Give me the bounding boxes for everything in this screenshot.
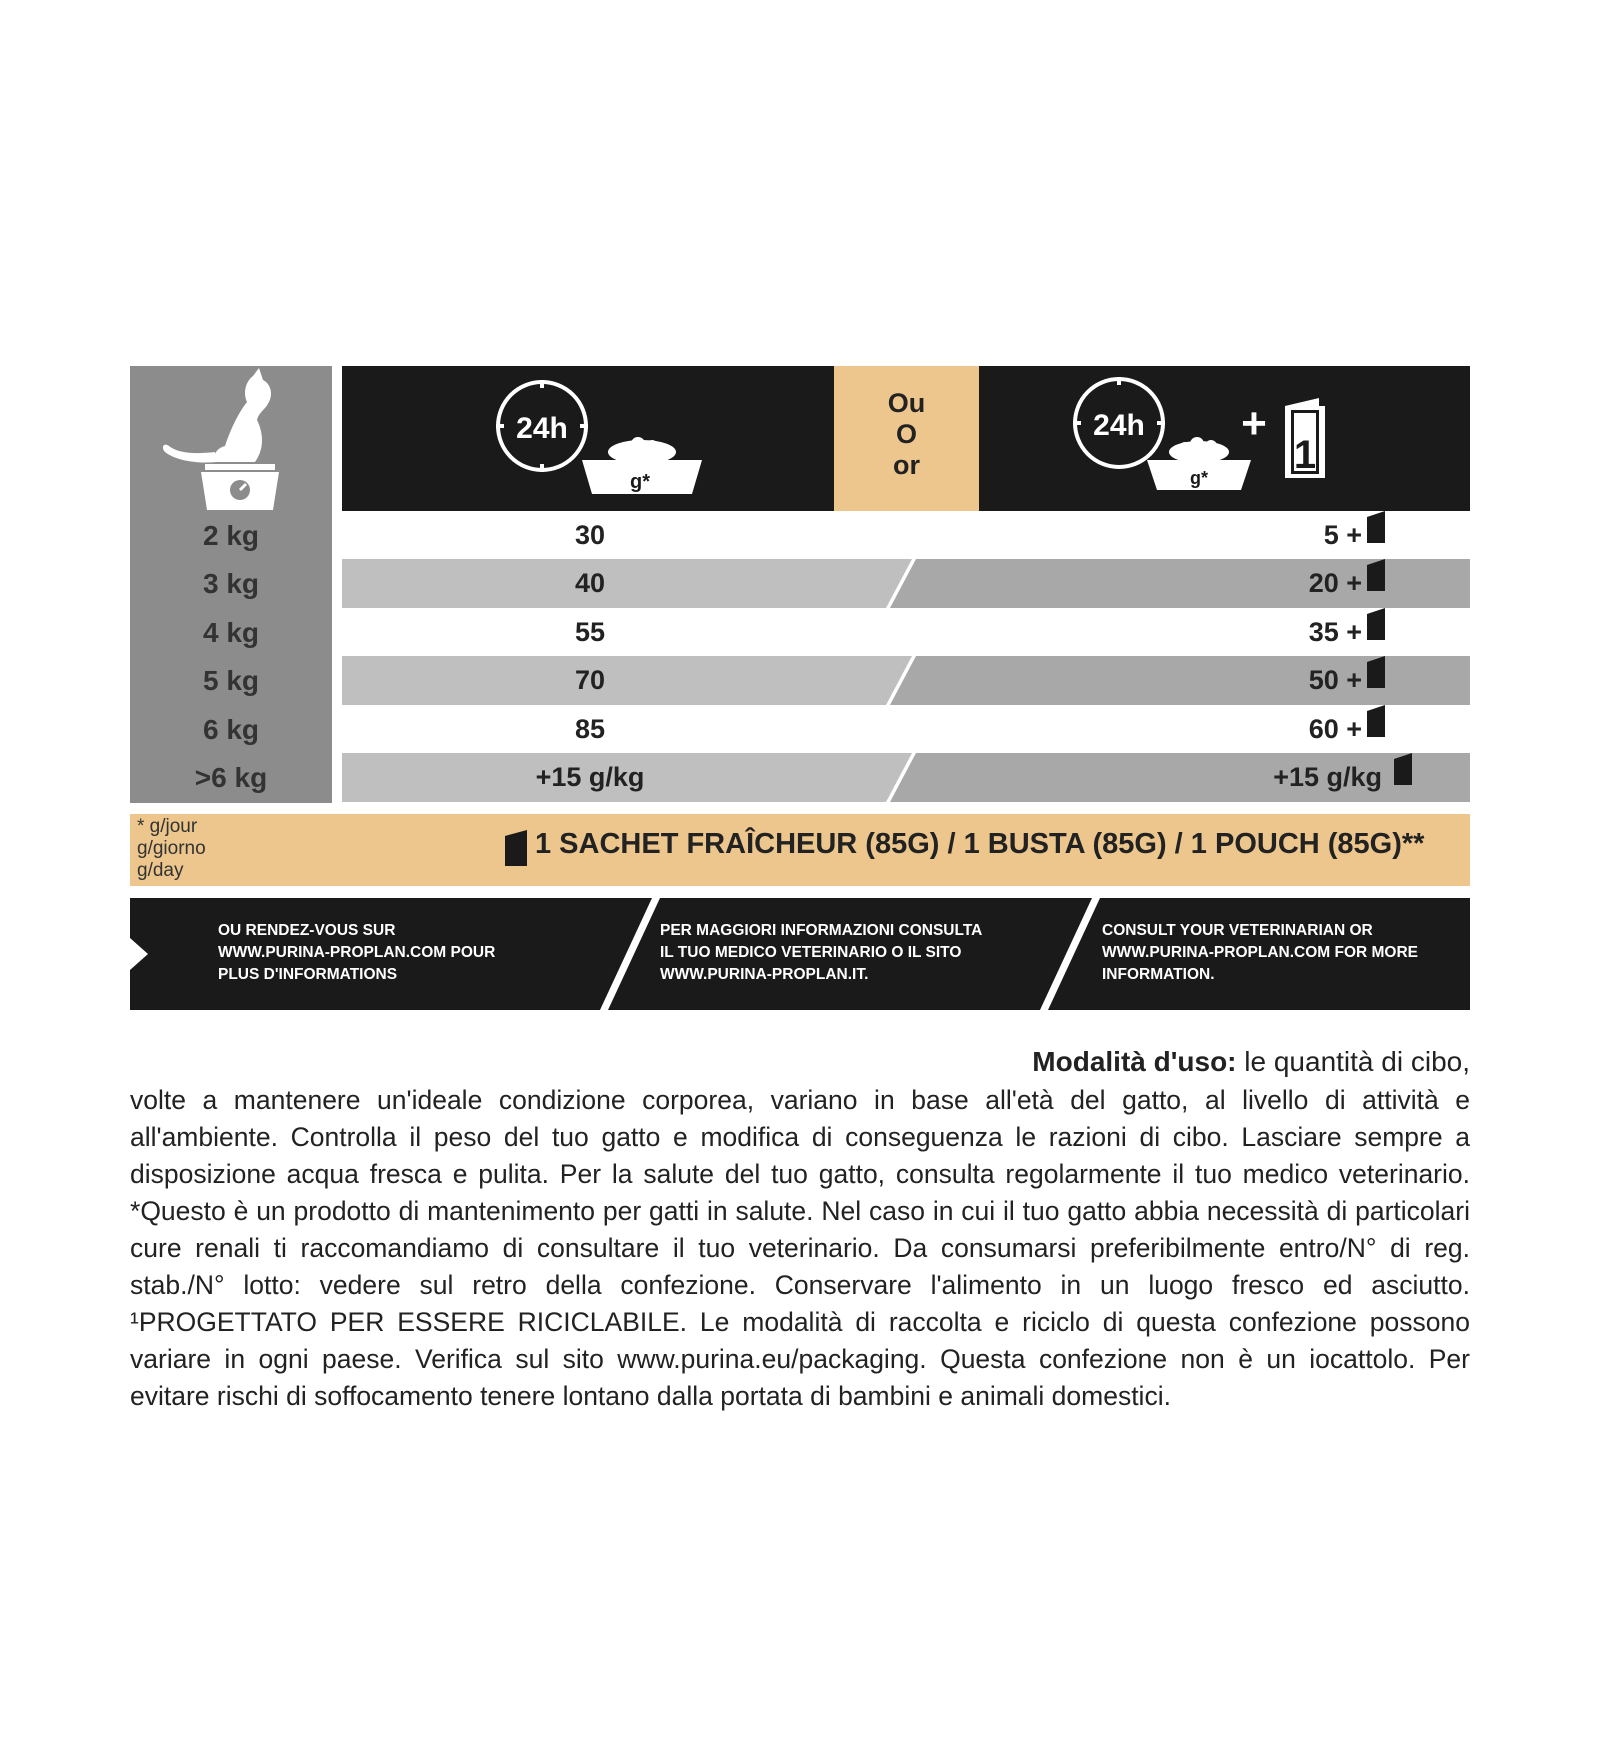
table-row (342, 705, 1470, 754)
clock-bowl-icon (342, 366, 834, 511)
per-day-fr: * g/jour (137, 816, 198, 837)
pouch-icon (505, 830, 527, 866)
info-line: PLUS D'INFORMATIONS (218, 966, 398, 983)
weight-label: 3 kg (202, 568, 260, 599)
info-fr (218, 920, 495, 986)
or-separator (834, 366, 979, 511)
sachet-size-text: 1 SACHET FRAÎCHEUR (85G) / 1 BUSTA (85G) / 1 POUCH (85G)** (535, 828, 1425, 860)
wet-amount: 5 + (1323, 520, 1362, 550)
pouch-icon (1367, 559, 1385, 591)
svg-text:1: 1 (1293, 433, 1317, 477)
weight-label: 4 kg (202, 617, 260, 648)
wet-amount: 35 + (1308, 617, 1362, 647)
pouch-icon (1394, 753, 1412, 785)
weight-label: >6 kg (194, 762, 268, 793)
cat-on-scale-icon (155, 368, 295, 510)
weight-label: 2 kg (202, 520, 260, 551)
svg-text:g*: g* (1190, 468, 1208, 488)
dry-amount: +15 g/kg (535, 762, 645, 792)
table-row (342, 511, 1470, 560)
dry-amount: 70 (574, 665, 606, 695)
usage-title: Modalità d'uso: (1032, 1046, 1237, 1077)
wet-amount: 20 + (1308, 568, 1362, 598)
info-line: CONSULT YOUR VETERINARIAN OR (1102, 922, 1373, 939)
mixed-feeding-header (979, 366, 1470, 511)
clock-bowl-pouch-icon (979, 366, 1470, 511)
wet-amount: 50 + (1308, 665, 1362, 695)
info-it (660, 920, 982, 986)
pouch-icon (1367, 705, 1385, 737)
info-line: INFORMATION. (1102, 966, 1215, 983)
pouch-icon (1367, 608, 1385, 640)
pouch-icon (1367, 656, 1385, 688)
weight-label: 5 kg (202, 665, 260, 696)
dry-amount: 30 (574, 520, 606, 550)
dry-food-header (342, 366, 834, 511)
info-line: IL TUO MEDICO VETERINARIO O IL SITO (660, 944, 962, 961)
dry-amount: 55 (574, 617, 606, 647)
per-day-legend (137, 816, 206, 882)
dry-amount: 85 (574, 714, 606, 744)
info-band (130, 898, 1470, 1010)
weight-label: 6 kg (202, 714, 260, 745)
table-row (342, 559, 1470, 608)
info-line: WWW.PURINA-PROPLAN.COM POUR (218, 944, 496, 961)
table-row (342, 656, 1470, 705)
info-line: WWW.PURINA-PROPLAN.COM FOR MORE (1102, 944, 1419, 961)
usage-heading (1032, 1046, 1470, 1078)
per-day-en: g/day (137, 860, 184, 881)
usage-title-tail: le quantità di cibo, (1236, 1046, 1470, 1077)
dry-amount: 40 (574, 568, 606, 598)
svg-text:+: + (1241, 399, 1267, 448)
dry-hours-text: 24h (516, 412, 568, 445)
per-day-it: g/giorno (137, 838, 206, 859)
wet-amount: 60 + (1308, 714, 1362, 744)
usage-body: volte a mantenere un'ideale condizione corporea, variano in base all'età del gatto, al livello di attività e all'ambiente. Controlla il peso del tuo gatto e modifica di conseguenza le razioni di cibo. Lasciare sempre a disposizione acqua fresca e pulita. Per la salute del tuo gatto, consulta regolarmente il tuo medico veterinario. *Questo è un prodotto di mantenimento per gatti in salute. Nel caso in cui il tuo gatto abbia necessità di particolari cure renali ti raccomandiamo di consultare il tuo veterinario. Da consumarsi preferibilmente entro/N° di reg. stab./N° lotto: vedere sul retro della confezione. Conservare l'alimento in un luogo fresco ed asciutto. ¹PROGETTATO PER ESSERE RICICLABILE. Le modalità di raccolta e riciclo di questa confezione possono variare in ogni paese. Verifica sul sito www.purina.eu/packaging. Questa confezione non è un iocattolo. Per evitare rischi di soffocamento tenere lontano dalla portata di bambini e animali domestici. (130, 1085, 1470, 1411)
info-en (1102, 920, 1418, 986)
svg-text:24h: 24h (1093, 409, 1145, 442)
svg-text:g*: g* (630, 471, 650, 493)
info-line: WWW.PURINA-PROPLAN.IT. (660, 966, 869, 983)
or-line-fr: Ou (887, 388, 926, 418)
wet-amount: +15 g/kg (1273, 762, 1382, 792)
table-row (342, 608, 1470, 657)
info-line: OU RENDEZ-VOUS SUR (218, 922, 396, 939)
table-row (342, 753, 1470, 802)
info-line: PER MAGGIORI INFORMAZIONI CONSULTA (660, 922, 983, 939)
or-line-en: or (893, 450, 920, 480)
or-line-it: O (895, 419, 917, 449)
pouch-icon (1367, 511, 1385, 543)
